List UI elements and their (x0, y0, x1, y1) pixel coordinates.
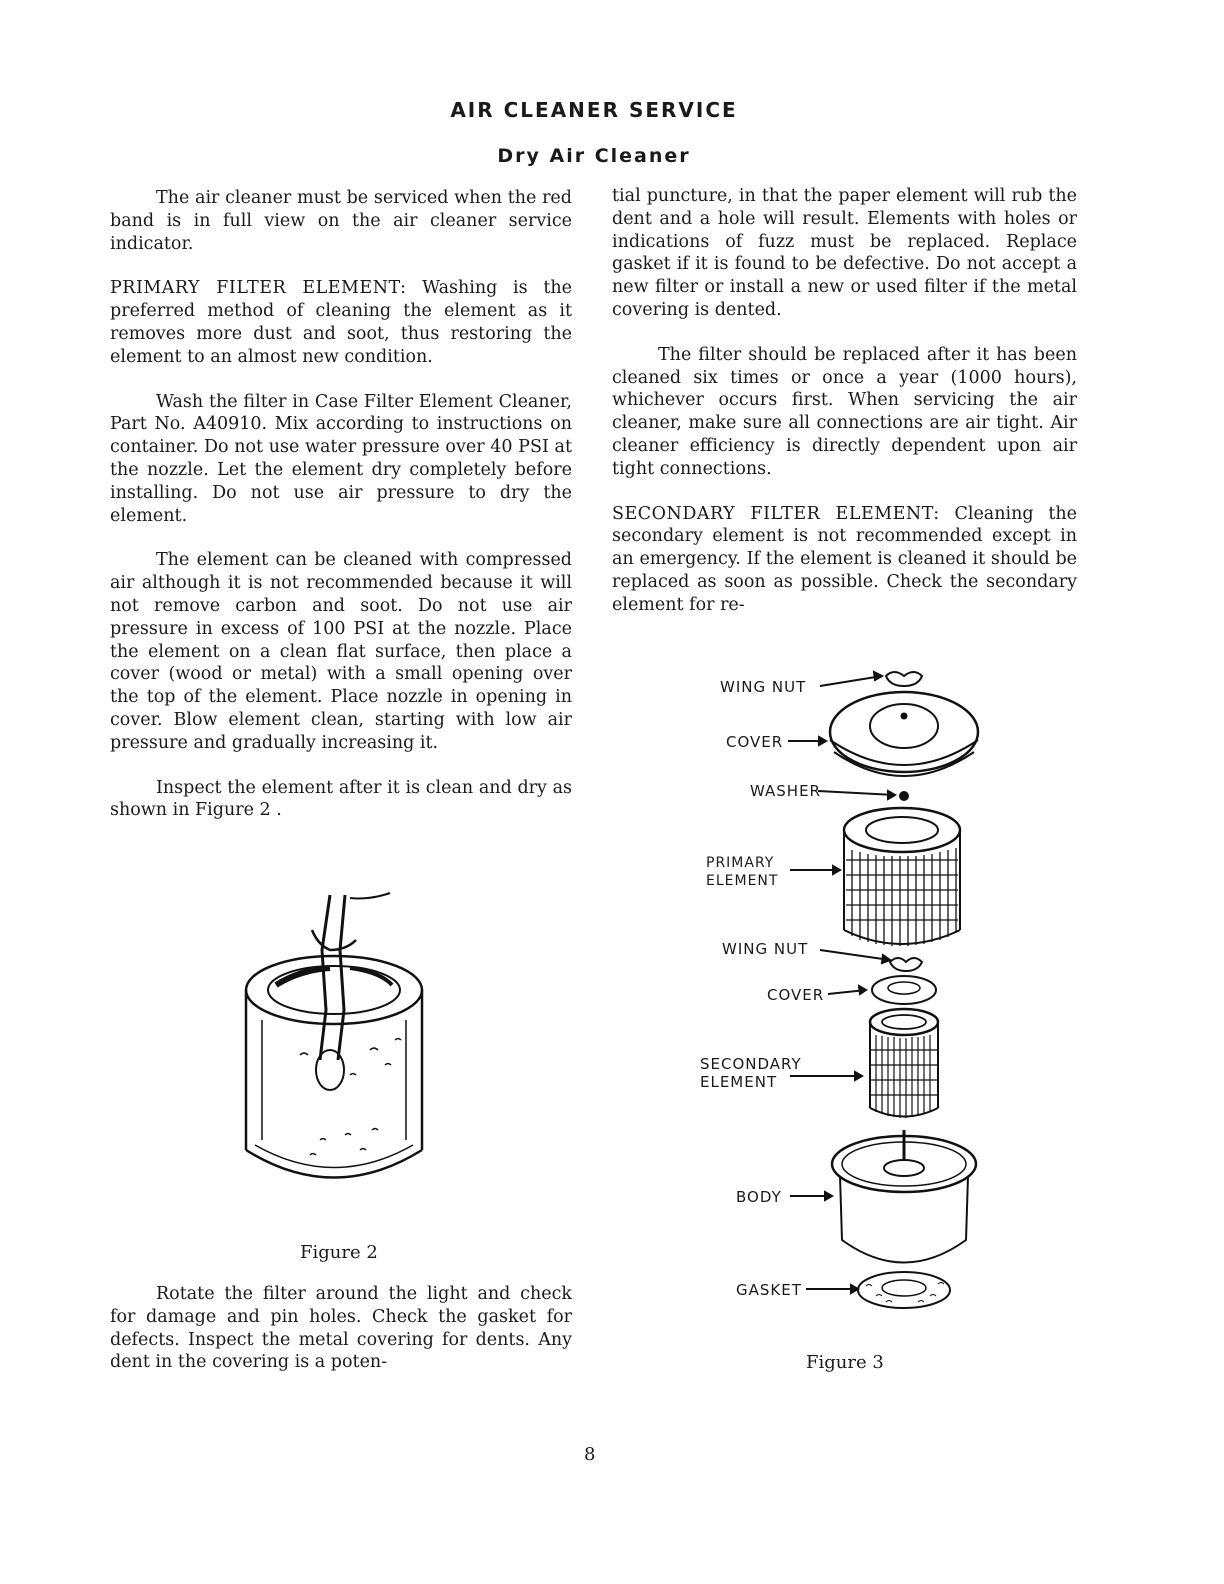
label-wing-nut-mid: WING NUT (722, 940, 809, 958)
secondary-filter-heading: SECONDARY FILTER ELEMENT: (612, 503, 940, 524)
label-secondary-element (700, 1055, 802, 1091)
label-primary-element (706, 854, 778, 890)
paragraph-rotate-filter: Rotate the filter around the light and check for damage and pin holes. Check the gasket for defects. Inspect the metal covering for dents. Any dent in the covering is a poten- (110, 1284, 572, 1373)
paragraph-secondary-filter (612, 503, 1077, 617)
paragraph-puncture: tial puncture, in that the paper element will rub the dent and a hole will result. Elements with holes or indications of fuzz must be replaced. Replace gasket if it is found to be defective. Do not accept a new filter or install a new or used filter if the metal covering is dented. (612, 186, 1077, 320)
right-column (612, 185, 1077, 639)
label-secondary-line2: ELEMENT (700, 1073, 778, 1091)
label-secondary-line1: SECONDARY (700, 1055, 802, 1073)
paragraph-service-when: The air cleaner must be serviced when the red band is in full view on the air cleaner service indicator. (110, 188, 572, 254)
paragraph-replace-filter: The filter should be replaced after it has been cleaned six times or once a year (1000 hours), whichever occurs first. When servicing the air cleaner, make sure all connections are air tight. Air cleaner efficiency is directly dependent upon air tight connections. (612, 344, 1077, 479)
primary-filter-text: Washing is the preferred method of cleaning the element as it removes more dust and soot, thus restoring the element to an almost new condition. (110, 278, 572, 367)
figure-2-caption: Figure 2 (300, 1242, 378, 1263)
paragraph-compressed-air: The element can be cleaned with compressed air although it is not recommended because it will not remove carbon and soot. Do not use air pressure in excess of 100 PSI at the nozzle. Place the element on a clean flat surface, then place a cover (wood or metal) with a small opening over the top of the element. Place nozzle in opening in cover. Blow element clean, starting with low air pressure and gradually increasing it. (110, 550, 572, 753)
page-number: 8 (584, 1444, 596, 1465)
label-primary-line2: ELEMENT (706, 873, 779, 889)
filter-top-rim (246, 956, 422, 1024)
left-column-bottom (110, 1283, 572, 1396)
label-body: BODY (736, 1188, 782, 1206)
label-washer: WASHER (750, 782, 821, 800)
primary-filter-heading: PRIMARY FILTER ELEMENT: (110, 278, 407, 299)
paragraph-primary-filter (110, 277, 572, 368)
page-title: AIR CLEANER SERVICE (450, 98, 738, 122)
section-subtitle: Dry Air Cleaner (497, 145, 691, 167)
label-primary-line1: PRIMARY (706, 855, 775, 871)
paragraph-wash-filter: Wash the filter in Case Filter Element Cleaner, Part No. A40910. Mix according to instructions on container. Do not use water pressure over 40 PSI at the nozzle. Let the element dry completely before installing. Do not use air pressure to dry the element. (110, 391, 572, 526)
label-wing-nut-top: WING NUT (720, 678, 807, 696)
arrow-wing-nut-top (820, 676, 882, 686)
left-column (110, 187, 572, 844)
label-gasket: GASKET (736, 1281, 802, 1299)
label-cover-mid: COVER (767, 986, 825, 1004)
figure-3-caption: Figure 3 (806, 1352, 884, 1373)
paragraph-inspect: Inspect the element after it is clean and dry as shown in Figure 2 . (110, 777, 572, 821)
secondary-filter-text: Cleaning the secondary element is not recommended except in an emergency. If the element is cleaned it should be replaced as soon as possible. Check the secondary element for re- (612, 503, 1077, 615)
label-cover-top: COVER (726, 733, 784, 751)
wing-nut-top-shape (886, 672, 922, 686)
